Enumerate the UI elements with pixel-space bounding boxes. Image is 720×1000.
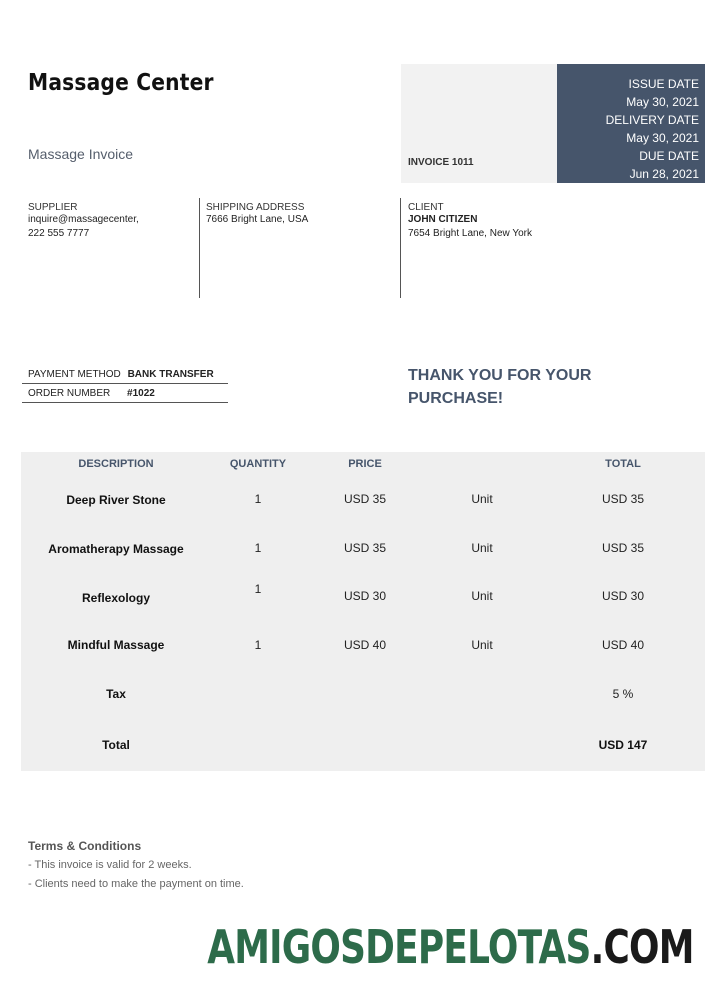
header-total: TOTAL: [605, 458, 641, 470]
terms-item: - This invoice is valid for 2 weeks.: [28, 859, 192, 871]
row-total: USD 40: [601, 638, 645, 652]
issue-date-value: May 30, 2021: [626, 95, 699, 109]
header-description: DESCRIPTION: [78, 458, 154, 470]
order-number-row: [22, 384, 228, 403]
supplier-phone: 222 555 7777: [28, 228, 90, 239]
thank-you-message: THANK YOU FOR YOUR PURCHASE!: [408, 367, 592, 407]
row-total: USD 35: [601, 492, 645, 506]
row-unit: Unit: [471, 541, 493, 555]
due-date-label: DUE DATE: [639, 149, 699, 163]
watermark-logo: [208, 920, 694, 974]
watermark-name: AMIGOSDEPELOTAS: [207, 920, 591, 974]
delivery-date-value: May 30, 2021: [626, 131, 699, 145]
row-price: USD 30: [343, 589, 387, 603]
header-quantity: QUANTITY: [229, 458, 287, 470]
client-address: 7654 Bright Lane, New York: [408, 228, 532, 239]
document-title: Massage Invoice: [28, 146, 134, 162]
total-value: USD 147: [598, 738, 648, 752]
row-unit: Unit: [471, 492, 493, 506]
company-name: Massage Center: [28, 70, 214, 96]
payment-method-row: [22, 367, 228, 384]
client-label: CLIENT: [408, 202, 444, 213]
shipping-label: SHIPPING ADDRESS: [206, 202, 305, 213]
row-description: Reflexology: [81, 591, 150, 605]
row-quantity: 1: [254, 541, 262, 555]
payment-method-label: PAYMENT METHOD: [28, 369, 121, 380]
supplier-label: SUPPLIER: [28, 202, 78, 213]
issue-date-label: ISSUE DATE: [628, 77, 699, 91]
row-description: Deep River Stone: [66, 493, 166, 507]
row-description: Aromatherapy Massage: [48, 542, 184, 556]
header-price: PRICE: [348, 458, 382, 470]
shipping-block: [206, 202, 308, 227]
client-name: JOHN CITIZEN: [408, 214, 478, 225]
watermark-tld: .COM: [590, 920, 694, 974]
total-label: Total: [102, 738, 130, 752]
supplier-block: [28, 202, 139, 241]
client-block: [408, 202, 532, 241]
order-number-value: #1022: [127, 388, 155, 399]
order-number-label: ORDER NUMBER: [28, 388, 111, 399]
row-quantity: 1: [254, 582, 262, 596]
divider-line: [400, 198, 401, 298]
row-description: Mindful Massage: [67, 638, 165, 652]
tax-label: Tax: [106, 687, 126, 701]
row-quantity: 1: [254, 492, 262, 506]
shipping-address: 7666 Bright Lane, USA: [206, 214, 309, 225]
row-unit: Unit: [471, 589, 493, 603]
row-price: USD 35: [343, 492, 387, 506]
supplier-email: inquire@massagecenter,: [28, 214, 139, 225]
row-price: USD 35: [343, 541, 387, 555]
invoice-number: INVOICE 1011: [408, 157, 474, 168]
row-total: USD 30: [601, 589, 645, 603]
divider-line: [199, 198, 200, 298]
terms-item: - Clients need to make the payment on time.: [28, 878, 244, 890]
row-unit: Unit: [471, 638, 493, 652]
terms-title: Terms & Conditions: [28, 839, 142, 853]
due-date-value: Jun 28, 2021: [629, 167, 699, 181]
payment-method-value: BANK TRANSFER: [127, 369, 214, 380]
dates-panel: [557, 64, 705, 183]
row-quantity: 1: [254, 638, 262, 652]
row-price: USD 40: [343, 638, 387, 652]
tax-value: 5 %: [612, 687, 634, 701]
payment-block: [22, 367, 228, 403]
row-total: USD 35: [601, 541, 645, 555]
delivery-date-label: DELIVERY DATE: [605, 113, 699, 127]
